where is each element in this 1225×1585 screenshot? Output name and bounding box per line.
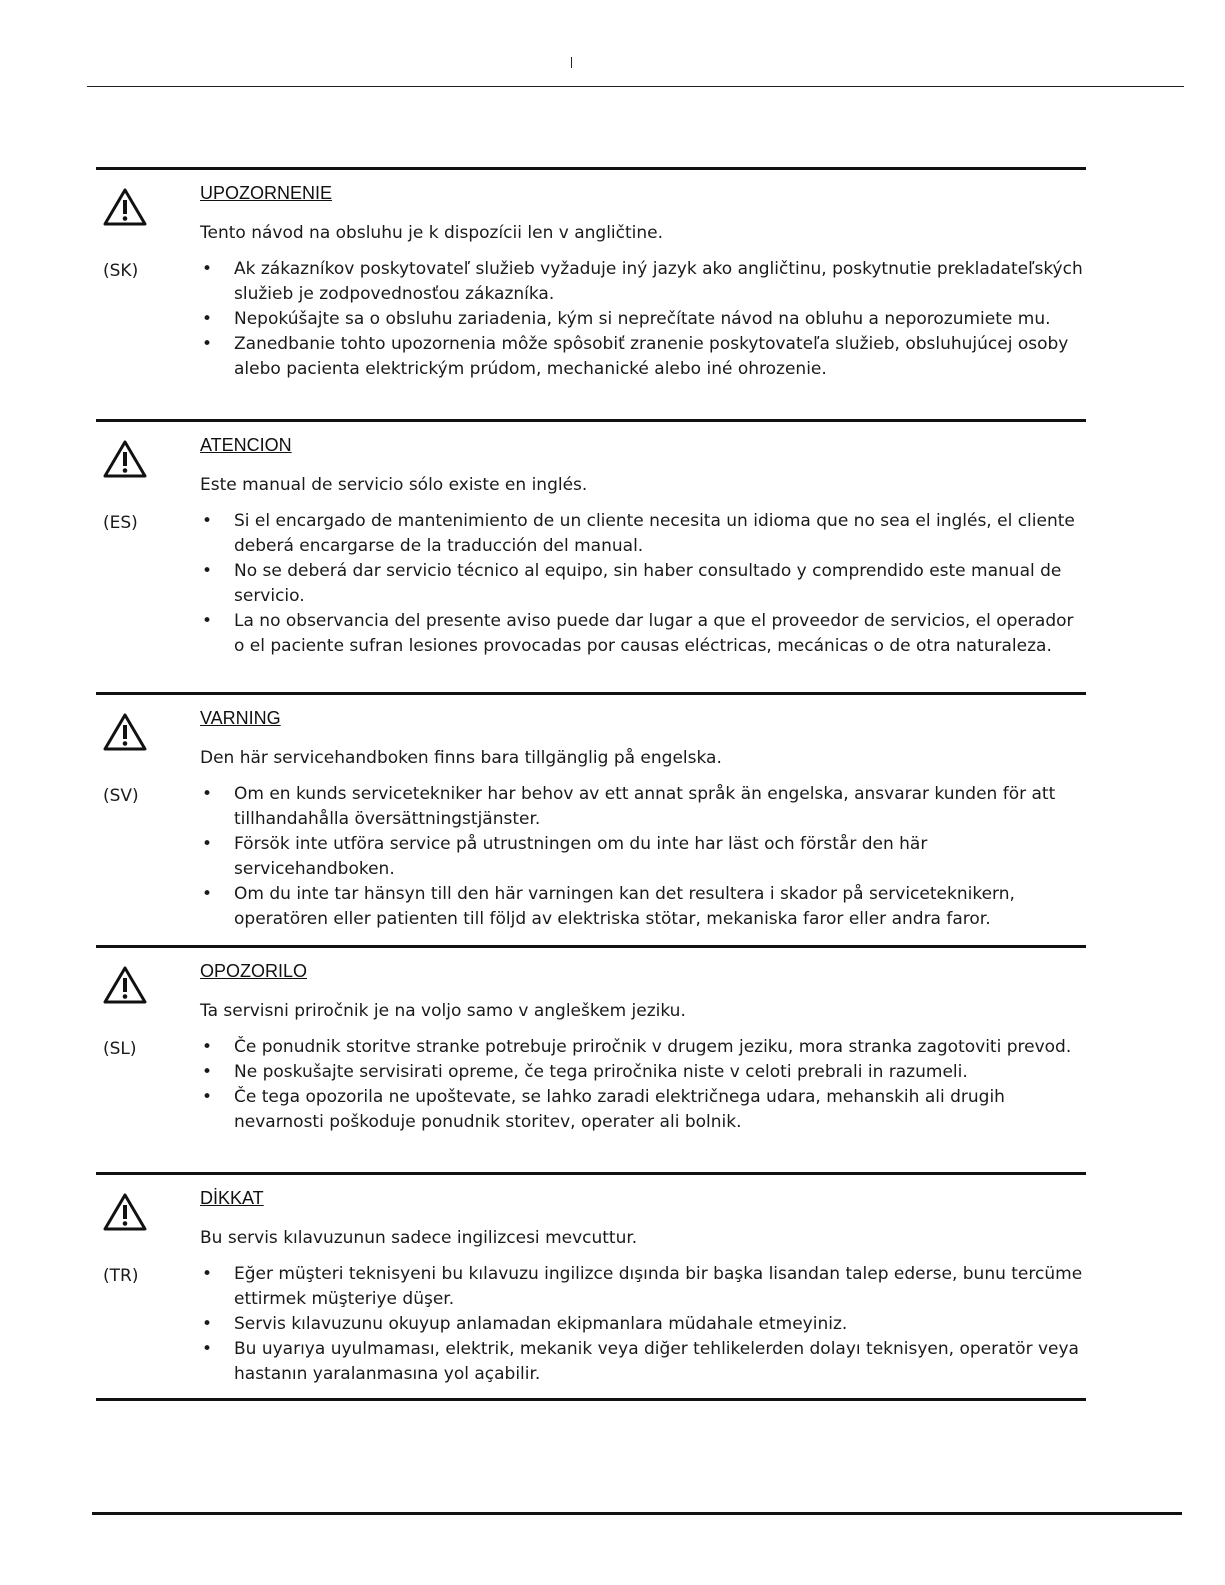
warning-section-tr: [96, 1172, 1086, 1401]
warning-bullet: • Eğer müşteri teknisyeni bu kılavuzu ingilizce dışında bir başka lisandan talep ederse, bunu tercüme ettirmek müşteriye düşer.: [200, 1262, 1086, 1312]
language-code: (SL): [103, 1039, 137, 1059]
warning-bullet: • Om du inte tar hänsyn till den här varningen kan det resultera i skador på serviceteknikern, operatören eller patienten till följd av elektriska stötar, mekaniska faror eller andra faror.: [200, 882, 1086, 932]
warning-heading: OPOZORILO: [200, 961, 308, 981]
warning-content: [200, 181, 1086, 382]
warning-bullet: • Om en kunds servicetekniker har behov av ett annat språk än engelska, ansvarar kunden för att tillhandahålla översättningstjänster.: [200, 782, 1086, 832]
warning-triangle-icon: [102, 1192, 148, 1232]
warning-heading: ATENCION: [200, 435, 292, 455]
warning-heading: VARNING: [200, 708, 281, 728]
header-rule: [87, 86, 1184, 87]
warning-bullet-list: [200, 1262, 1086, 1387]
warnings-table: [96, 167, 1086, 1401]
warning-bullet: • Nepokúšajte sa o obsluhu zariadenia, kým si neprečítate návod na obluhu a neporozumiete mu.: [200, 307, 1086, 332]
warning-intro: Tento návod na obsluhu je k dispozícii len v angličtine.: [200, 223, 664, 243]
warning-bullet-list: [200, 782, 1086, 932]
language-code: (ES): [103, 513, 138, 533]
warning-intro: Ta servisni priročnik je na voljo samo v angleškem jeziku.: [200, 1001, 686, 1021]
warning-bullet: • Servis kılavuzunu okuyup anlamadan ekipmanlara müdahale etmeyiniz.: [200, 1312, 1086, 1337]
warning-heading: UPOZORNENIE: [200, 183, 333, 203]
warning-triangle-icon: [102, 439, 148, 479]
warning-section-sk: [96, 167, 1086, 419]
warning-intro: Este manual de servicio sólo existe en inglés.: [200, 475, 588, 495]
warning-bullet-list: [200, 509, 1086, 659]
language-code: (SK): [103, 261, 139, 281]
warning-bullet: • Zanedbanie tohto upozornenia môže spôsobiť zranenie poskytovateľa služieb, obsluhujúcej osoby alebo pacienta elektrickým prúdom, mechanické alebo iné ohrozenie.: [200, 332, 1086, 382]
warning-content: [200, 959, 1086, 1135]
header-mark: [571, 57, 572, 68]
warning-section-es: [96, 419, 1086, 692]
warning-triangle-icon: [102, 187, 148, 227]
warning-content: [200, 706, 1086, 932]
warning-bullet: • Ak zákazníkov poskytovateľ služieb vyžaduje iný jazyk ako angličtinu, poskytnutie prekladateľských služieb je zodpovednosťou zákazníka.: [200, 257, 1086, 307]
warning-triangle-icon: [102, 712, 148, 752]
warning-bullet: • Bu uyarıya uyulmaması, elektrik, mekanik veya diğer tehlikelerden dolayı teknisyen, operatör veya hastanın yaralanmasına yol açabilir.: [200, 1337, 1086, 1387]
warning-intro: Den här servicehandboken finns bara tillgänglig på engelska.: [200, 748, 722, 768]
warning-triangle-icon: [102, 965, 148, 1005]
footer-rule: [92, 1512, 1182, 1515]
warning-content: [200, 433, 1086, 659]
language-code: (SV): [103, 786, 139, 806]
warning-section-sl: [96, 945, 1086, 1172]
warning-bullet-list: [200, 257, 1086, 382]
warning-bullet: • Försök inte utföra service på utrustningen om du inte har läst och förstår den här servicehandboken.: [200, 832, 1086, 882]
warning-bullet: • Ne poskušajte servisirati opreme, če tega priročnika niste v celoti prebrali in razumeli.: [200, 1060, 1086, 1085]
warning-bullet: • Si el encargado de mantenimiento de un cliente necesita un idioma que no sea el inglés, el cliente deberá encargarse de la traducción del manual.: [200, 509, 1086, 559]
warning-section-sv: [96, 692, 1086, 945]
language-code: (TR): [103, 1266, 139, 1286]
warning-content: [200, 1186, 1086, 1387]
warning-bullet: • No se deberá dar servicio técnico al equipo, sin haber consultado y comprendido este manual de servicio.: [200, 559, 1086, 609]
warning-intro: Bu servis kılavuzunun sadece ingilizcesi mevcuttur.: [200, 1228, 638, 1248]
warning-bullet: • Če ponudnik storitve stranke potrebuje priročnik v drugem jeziku, mora stranka zagotoviti prevod.: [200, 1035, 1086, 1060]
warning-bullet: • La no observancia del presente aviso puede dar lugar a que el proveedor de servicios, el operador o el paciente sufran lesiones provocadas por causas eléctricas, mecánicas o de otra naturaleza.: [200, 609, 1086, 659]
warning-bullet: • Če tega opozorila ne upoštevate, se lahko zaradi električnega udara, mehanskih ali drugih nevarnosti poškoduje ponudnik storitev, operater ali bolnik.: [200, 1085, 1086, 1135]
warning-bullet-list: [200, 1035, 1086, 1135]
warning-heading: DİKKAT: [200, 1188, 264, 1208]
